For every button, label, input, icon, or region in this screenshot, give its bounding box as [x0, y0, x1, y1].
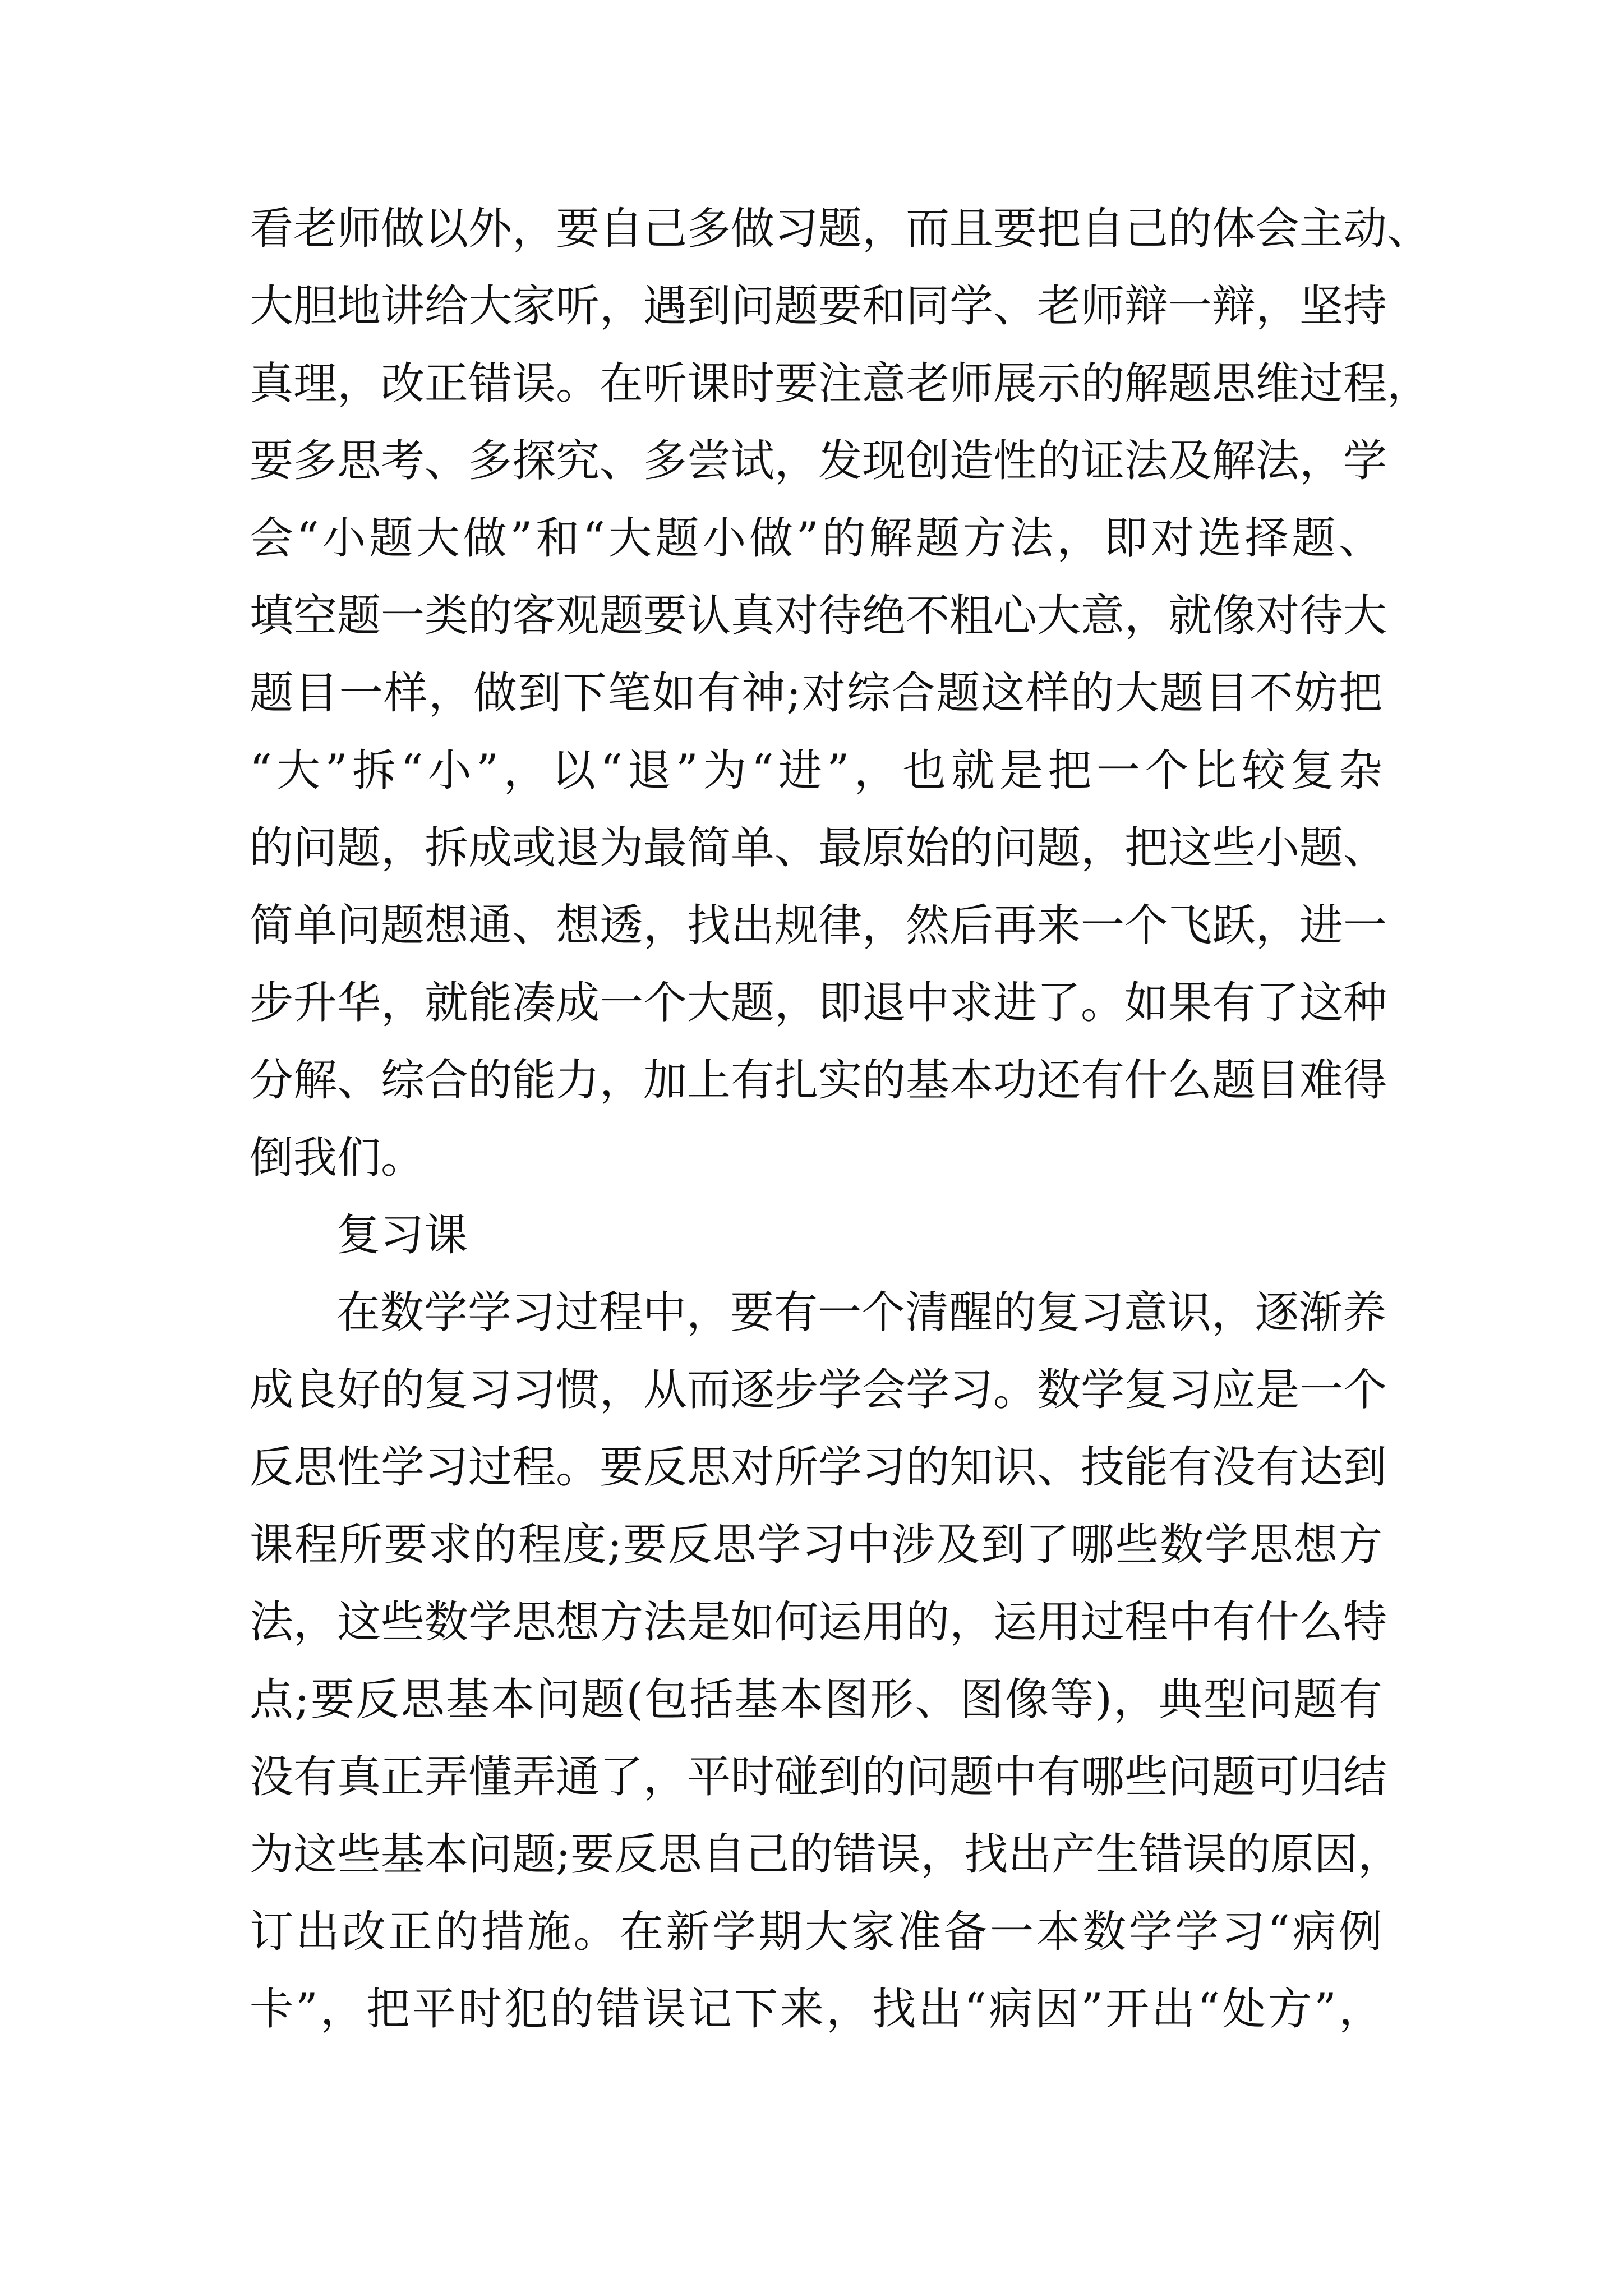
text-line: 真理，改正错误。在听课时要注意老师展示的解题思维过程， [250, 358, 1431, 409]
text-line: 法，这些数学思想方法是如何运用的，运用过程中有什么特 [250, 1597, 1387, 1648]
text-line: 填空题一类的客观题要认真对待绝不粗心大意，就像对待大 [250, 591, 1387, 641]
text-line: 订出改正的措施。在新学期大家准备一本数学学习“病例 [250, 1907, 1382, 1957]
text-line: 要多思考、多探究、多尝试，发现创造性的证法及解法，学 [250, 436, 1387, 486]
text-line: 点;要反思基本问题(包括基本图形、图像等)，典型问题有 [250, 1674, 1382, 1725]
text-line: 在数学学习过程中，要有一个清醒的复习意识，逐渐养 [336, 1287, 1387, 1338]
text-line: 会“小题大做”和“大题小做”的解题方法，即对选择题、 [250, 513, 1382, 564]
text-line: 步升华，就能凑成一个大题，即退中求进了。如果有了这种 [250, 978, 1387, 1028]
text-line: 的问题，拆成或退为最简单、最原始的问题，把这些小题、 [250, 823, 1387, 873]
text-line: 题目一样，做到下笔如有神;对综合题这样的大题目不妨把 [250, 668, 1382, 719]
text-line: “大”拆“小”，以“退”为“进”，也就是把一个比较复杂 [250, 746, 1382, 796]
text-line: 卡”，把平时犯的错误记下来，找出“病因”开出“处方”， [250, 1984, 1382, 2035]
text-line: 为这些基本问题;要反思自己的错误，找出产生错误的原因， [250, 1829, 1402, 1880]
text-line: 简单问题想通、想透，找出规律，然后再来一个飞跃，进一 [250, 900, 1387, 951]
text-line: 倒我们。 [250, 1133, 425, 1183]
text-line: 分解、综合的能力，加上有扎实的基本功还有什么题目难得 [250, 1055, 1387, 1106]
text-line: 没有真正弄懂弄通了，平时碰到的问题中有哪些问题可归结 [250, 1752, 1387, 1802]
text-line: 看老师做以外，要自己多做习题，而且要把自己的体会主动、 [250, 204, 1431, 254]
text-line: 大胆地讲给大家听，遇到问题要和同学、老师辩一辩，坚持 [250, 281, 1387, 332]
section-heading: 复习课 [336, 1210, 468, 1260]
text-line: 反思性学习过程。要反思对所学习的知识、技能有没有达到 [250, 1442, 1387, 1493]
text-line: 成良好的复习习惯，从而逐步学会学习。数学复习应是一个 [250, 1365, 1387, 1415]
text-line: 课程所要求的程度;要反思学习中涉及到了哪些数学思想方 [250, 1520, 1382, 1570]
